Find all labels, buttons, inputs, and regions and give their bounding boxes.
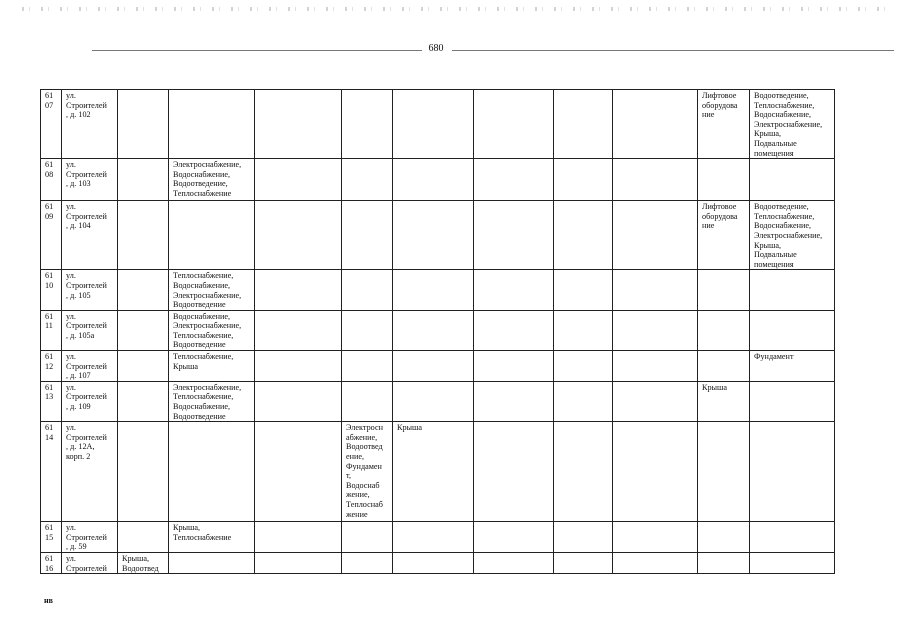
table-cell-c8 [474, 422, 554, 522]
table-cell-c12: Водоотведение, Теплоснабжение, Водоснабжение, Электроснабжение, Крыша, Подвальные помещения [750, 90, 835, 159]
table-cell-c4 [169, 422, 255, 522]
table-cell-c7 [393, 270, 474, 310]
table-cell-c4 [169, 201, 255, 270]
table-cell-c5 [255, 553, 342, 574]
table-cell-c9 [554, 522, 613, 553]
table-cell-c7 [393, 351, 474, 382]
table-cell-address: ул. Строителей , д. 59 [62, 522, 118, 553]
table-cell-c3 [118, 351, 169, 382]
table-cell-c10 [613, 422, 698, 522]
table-cell-c5 [255, 351, 342, 382]
table-body [41, 90, 835, 574]
table-cell-c3: Крыша, Водоотвед [118, 553, 169, 574]
table-row [41, 381, 835, 421]
table-cell-c10 [613, 310, 698, 350]
table-cell-address: ул. Строителей [62, 553, 118, 574]
table-cell-c4: Электроснабжение, Теплоснабжение, Водоснабжение, Водоотведение [169, 381, 255, 421]
table-cell-c3 [118, 422, 169, 522]
table-cell-no: 61 08 [41, 159, 62, 201]
table-cell-c6 [342, 522, 393, 553]
table-cell-c3 [118, 270, 169, 310]
table-cell-c6 [342, 351, 393, 382]
table-cell-c5 [255, 90, 342, 159]
table-cell-c10 [613, 159, 698, 201]
table-cell-c11: Лифтовое оборудова ние [698, 90, 750, 159]
header-rule-right [452, 50, 894, 51]
table-cell-c5 [255, 422, 342, 522]
table-cell-c11 [698, 553, 750, 574]
table-cell-c10 [613, 270, 698, 310]
scan-noise-top [22, 7, 892, 11]
table-row [41, 351, 835, 382]
table-cell-c3 [118, 522, 169, 553]
table-cell-no: 61 10 [41, 270, 62, 310]
table-cell-address: ул. Строителей , д. 102 [62, 90, 118, 159]
table-cell-no: 61 09 [41, 201, 62, 270]
table-cell-c10 [613, 90, 698, 159]
table-cell-c11 [698, 310, 750, 350]
table-cell-no: 61 07 [41, 90, 62, 159]
table-cell-c3 [118, 90, 169, 159]
table-cell-c9 [554, 90, 613, 159]
table-cell-c6 [342, 270, 393, 310]
table-cell-c10 [613, 201, 698, 270]
table-cell-c7 [393, 201, 474, 270]
table-cell-c8 [474, 90, 554, 159]
table-cell-c7: Крыша [393, 422, 474, 522]
table-cell-address: ул. Строителей , д. 105 [62, 270, 118, 310]
table-cell-c9 [554, 351, 613, 382]
table-cell-c7 [393, 310, 474, 350]
table-cell-c7 [393, 90, 474, 159]
table-cell-c10 [613, 553, 698, 574]
table-cell-c11: Крыша [698, 381, 750, 421]
table-cell-c11: Лифтовое оборудова ние [698, 201, 750, 270]
table-cell-c11 [698, 422, 750, 522]
table-cell-c6: Электросн абжение, Водоотвед ение, Фундамен т, Водоснаб жение, Теплоснаб жение [342, 422, 393, 522]
table-row [41, 553, 835, 574]
table-cell-c12 [750, 270, 835, 310]
table-cell-c5 [255, 201, 342, 270]
table-row [41, 522, 835, 553]
table-cell-c9 [554, 310, 613, 350]
table-cell-c4: Крыша, Теплоснабжение [169, 522, 255, 553]
table-cell-no: 61 16 [41, 553, 62, 574]
table-cell-c8 [474, 310, 554, 350]
table-cell-c6 [342, 201, 393, 270]
table-cell-c6 [342, 159, 393, 201]
table-cell-c5 [255, 270, 342, 310]
table-cell-c9 [554, 270, 613, 310]
table-cell-c7 [393, 522, 474, 553]
table-cell-c9 [554, 422, 613, 522]
table-cell-no: 61 12 [41, 351, 62, 382]
table-cell-c11 [698, 351, 750, 382]
table-cell-c12 [750, 310, 835, 350]
table-cell-c4: Водоснабжение, Электроснабжение, Теплоснабжение, Водоотведение [169, 310, 255, 350]
table-cell-no: 61 15 [41, 522, 62, 553]
table-cell-c7 [393, 553, 474, 574]
table-cell-address: ул. Строителей , д. 12А, корп. 2 [62, 422, 118, 522]
table-cell-c10 [613, 522, 698, 553]
table-cell-c12: Фундамент [750, 351, 835, 382]
table-cell-c5 [255, 522, 342, 553]
table-cell-c8 [474, 270, 554, 310]
table-cell-c5 [255, 159, 342, 201]
table-cell-c4: Теплоснабжение, Крыша [169, 351, 255, 382]
table-cell-no: 61 14 [41, 422, 62, 522]
table-cell-c11 [698, 270, 750, 310]
repair-schedule-table [40, 89, 835, 574]
table-row [41, 159, 835, 201]
table-cell-c6 [342, 90, 393, 159]
table-cell-c8 [474, 351, 554, 382]
table-cell-c8 [474, 201, 554, 270]
table-cell-c7 [393, 381, 474, 421]
table-row [41, 310, 835, 350]
table-row [41, 422, 835, 522]
table-cell-c8 [474, 522, 554, 553]
table-cell-c12: Водоотведение, Теплоснабжение, Водоснабжение, Электроснабжение, Крыша, Подвальные помещения [750, 201, 835, 270]
table-row [41, 201, 835, 270]
table-cell-c9 [554, 159, 613, 201]
table-cell-c9 [554, 201, 613, 270]
table-cell-c8 [474, 553, 554, 574]
footer-mark: нв [44, 596, 53, 605]
table-cell-no: 61 11 [41, 310, 62, 350]
table-cell-no: 61 13 [41, 381, 62, 421]
table-cell-c11 [698, 159, 750, 201]
table-cell-c10 [613, 381, 698, 421]
table-cell-c10 [613, 351, 698, 382]
table-cell-c12 [750, 381, 835, 421]
table-cell-c5 [255, 381, 342, 421]
table-cell-c9 [554, 553, 613, 574]
table-cell-c3 [118, 310, 169, 350]
table-cell-c9 [554, 381, 613, 421]
table-cell-c7 [393, 159, 474, 201]
table-cell-address: ул. Строителей , д. 107 [62, 351, 118, 382]
table-cell-c3 [118, 159, 169, 201]
table-cell-c12 [750, 522, 835, 553]
table-row [41, 270, 835, 310]
table-cell-c12 [750, 159, 835, 201]
table-row [41, 90, 835, 159]
header-rule-left [92, 50, 422, 51]
table-cell-address: ул. Строителей , д. 105а [62, 310, 118, 350]
table-cell-address: ул. Строителей , д. 109 [62, 381, 118, 421]
table-cell-c3 [118, 201, 169, 270]
table-cell-c11 [698, 522, 750, 553]
table-cell-c12 [750, 422, 835, 522]
table-cell-c5 [255, 310, 342, 350]
table-cell-c4: Электроснабжение, Водоснабжение, Водоотведение, Теплоснабжение [169, 159, 255, 201]
table-cell-c4: Теплоснабжение, Водоснабжение, Электроснабжение, Водоотведение [169, 270, 255, 310]
table-cell-c8 [474, 381, 554, 421]
table-cell-c6 [342, 553, 393, 574]
table-cell-c6 [342, 310, 393, 350]
table-cell-c12 [750, 553, 835, 574]
page-number: 680 [424, 43, 448, 54]
table-cell-address: ул. Строителей , д. 103 [62, 159, 118, 201]
table-cell-c8 [474, 159, 554, 201]
table-cell-c3 [118, 381, 169, 421]
table-cell-c6 [342, 381, 393, 421]
table-cell-c4 [169, 553, 255, 574]
table-cell-c4 [169, 90, 255, 159]
table-cell-address: ул. Строителей , д. 104 [62, 201, 118, 270]
